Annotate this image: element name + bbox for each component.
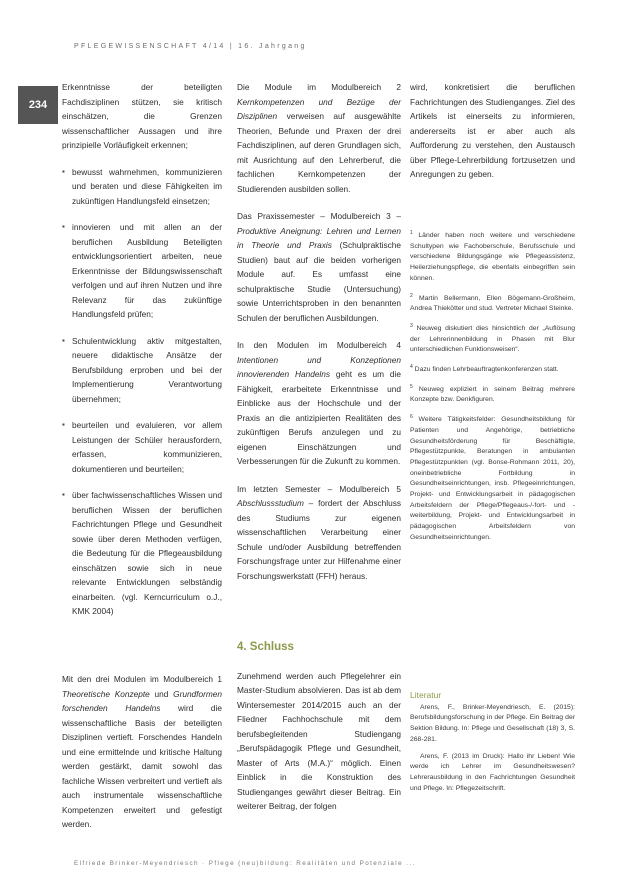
footnotes	[410, 228, 575, 544]
running-header: PFLEGEWISSENSCHAFT 4/14 | 16. Jahrgang	[74, 43, 307, 50]
module-2-paragraph: Die Module im Modulbereich 2 Kernkompetenzen und Bezüge der Disziplinen verweisen auf ausgewählte Theorien, Befunde und Praxen der drei Fachdisziplinen, auf deren Grundlagen sich, mit Ausrichtung auf den Lehrerberuf, die fachlichen Kernkompetenzen der Studierenden ausbilden sollen.	[237, 82, 401, 194]
literature-heading: Literatur	[410, 690, 442, 700]
footnote: $^5$ Neuweg expliziert in seinem Beitrag mehrere Konzepte bzw. Denkfiguren.	[410, 383, 576, 404]
footnote: $^3$ Neuweg diskutiert dies hinsichtlich der „Auflösung der Lehrerinnenbildung in Phasen mit Blur unterschiedlichen Funktionsweisen“.	[410, 322, 576, 354]
conclusion-continued: wird, konkretisiert die beruflichen Fachrichtungen des Studienganges. Ziel des Artikels ist einerseits zu informieren, andererseits ist er aber auch als Aufforderung zu verstehen, den Austausch über Pflege-Lehrerbildung fortzusetzen und Anregungen zu geben.	[410, 82, 575, 179]
bullet-item: ▪ beurteilen und evaluieren, vor allem Leistungen der Schüler herausfordern, erfassen, kommunizieren, dokumentieren und beurteilen;	[62, 418, 222, 476]
module-paragraph: Mit den drei Modulen im Modulbereich 1 Theoretische Konzepte und Grundformen forschenden Handelns wird die wissenschaftliche Basis der beteiligten Disziplinen vertieft. Forschendes Handeln und eine ermittelnde und kritische Haltung werden gestärkt, damit sowohl das fachliche Wissen verbreitert und vertieft als auch instrumentale wissenschaftliche Kompetenzen erweitert und gefestigt werden.	[62, 674, 222, 829]
column-1	[62, 80, 222, 619]
page-number-badge: 234	[18, 86, 58, 124]
intro-paragraph: Erkenntnisse der beteiligten Fachdisziplinen stützen, sie kritisch einschätzen, die Grenzen wissenschaftlicher Aussagen und ihre prinzipielle Vorläufigkeit erkennen;	[62, 82, 222, 150]
column-3	[410, 80, 575, 182]
column-1-bottom	[62, 672, 222, 832]
reference: Arens, F., Brinker-Meyendriesch, E. (2015): Berufsbildungsforschung in der Pflege. Ein Beitrag der Sektion Bildung. In: Pflege und Gesellschaft (18) 3, S. 268-281.	[410, 703, 575, 743]
bullet-item: ▪ Schulentwicklung aktiv mitgestalten, neuere didaktische Ansätze der Berufsbildung erproben und bei der Implementierung Verantwortung übernehmen;	[62, 334, 222, 407]
footnote: $^1$ Länder haben noch weitere und verschiedene Schultypen wie Fachoberschule, Berufsschule und verschiedene Bildungsgänge wie Pflegeassistenz, Heilerziehungspflege, die ebenfalls einbegriffen sein können.	[410, 230, 575, 282]
module-3-paragraph: Das Praxissemester – Modulbereich 3 – Produktive Aneignung: Lehren und Lernen in Theorie und Praxis (Schulpraktische Studien) baut auf die beiden vorherigen Module auf. Es umfasst eine schulpraktische Studie (Untersuchung) sowie Unterrichtsproben in den benannten Schulen der beruflichen Ausbildungen.	[237, 211, 401, 323]
literature	[410, 690, 575, 794]
footnote: $^4$ Dazu finden Lehrbeauftragtenkonferenzen statt.	[410, 364, 559, 374]
module-4-paragraph: In den Modulen im Modulbereich 4 Intentionen und Konzeptionen innovierenden Handelns geht es um die Fähigkeit, erarbeitete Erkenntnisse und Einblicke aus der Hochschule und der Praxis an die antizipierten Realitäten des zukünftigen Berufs anzulegen und zu eigenen Einschätzungen und Verbesserungen für die Zukunft zu kommen.	[237, 340, 401, 466]
reference: Arens, F. (2013 im Druck): Hallo ihr Lieben! Wie werde ich Lehrer im Gesundheitswesen? Lehrerausbildung in den Fachrichtungen Gesundheit und Pflege. In: Pflegezeitschrift.	[410, 752, 575, 792]
bullet-item: ▪ bewusst wahrnehmen, kommunizieren und beraten und diese Fähigkeiten im zukünftigen Handlungsfeld einsetzen;	[62, 165, 222, 209]
bullet-item: ▪ innovieren und mit allen an der beruflichen Ausbildung Beteiligten entwicklungsorientiert arbeiten, neue Erkenntnisse der Bildungswissenschaft verfolgen und auf ihren Nutzen und ihre Relevanz für das zukünftige Handlungsfeld prüfen;	[62, 220, 222, 322]
footnote: $^6$ Weitere Tätigkeitsfelder: Gesundheitsbildung für Patienten und Angehörige, betriebliche Gesundheitsförderung für Beschäftigte, Pflegestützpunkte, Beratungen in ambulanten Pflegestützpunkten (vgl. Bonse-Rohmann 2011, 20), oneinbetriebliche Fortbildung in Gesundheitseinrichtungen, insb. Pflegeeinrichtungen, Projekt- und Entwicklungsarbeit in pädagogischen Arbeitsfeldern der Pflege/Pflegeaus-/-fort- und -weiterbildung, Projekt- und Entwicklungsarbeit in pädagogischen Arbeitsfeldern von Gesundheitseinrichtungen.	[410, 414, 575, 541]
section-heading: 4. Schluss	[237, 641, 294, 653]
bullet-item: ▪ über fachwissenschaftliches Wissen und beruflichen Wissen der beruflichen Fachrichtungen Pflege und Gesundheit sowie über deren Methoden verfügen, die Bedeutung für die Pflegeausbildung einschätzen sowie sich in neue relevante Entwicklungen selbständig einarbeiten. (vgl. Kerncurriculum o.J., KMK 2004)	[62, 488, 222, 619]
conclusion-paragraph: Zunehmend werden auch Pflegelehrer ein Master-Studium absolvieren. Das ist ab dem Wintersemester 2014/2015 auch an der Fliedner Fachhochschule mit dem berufsbegleitenden Studiengang „Berufspädagogik Pflege und Gesundheit, Master of Arts (M.A.)“ möglich. Einen Einblick in die Konstruktion des Studienganges gewährt dieser Beitrag. Ein weiterer Beitrag, der folgen	[237, 670, 401, 811]
running-footer: Elfriede Brinker-Meyendriesch · Pflege (neu)bildung: Realitäten und Potenziale ...	[74, 860, 416, 867]
module-5-paragraph: Im letzten Semester – Modulbereich 5 Abschlussstudium – fordert der Abschluss des Studiums zur eigenen wissenschaftlichen Verarbeitung einer Schule und/oder Ausbildung betreffenden Forschungsfrage unter zur Hilfenahme einer Forschungswerkstatt (FFH) heraus.	[237, 483, 401, 581]
column-2	[237, 80, 401, 583]
footnote: $^2$ Martin Bellermann, Ellen Bögemann-Großheim, Andrea Thiekötter und stud. Vertreter Michael Steinke.	[410, 292, 575, 313]
column-2-bottom	[237, 640, 401, 814]
